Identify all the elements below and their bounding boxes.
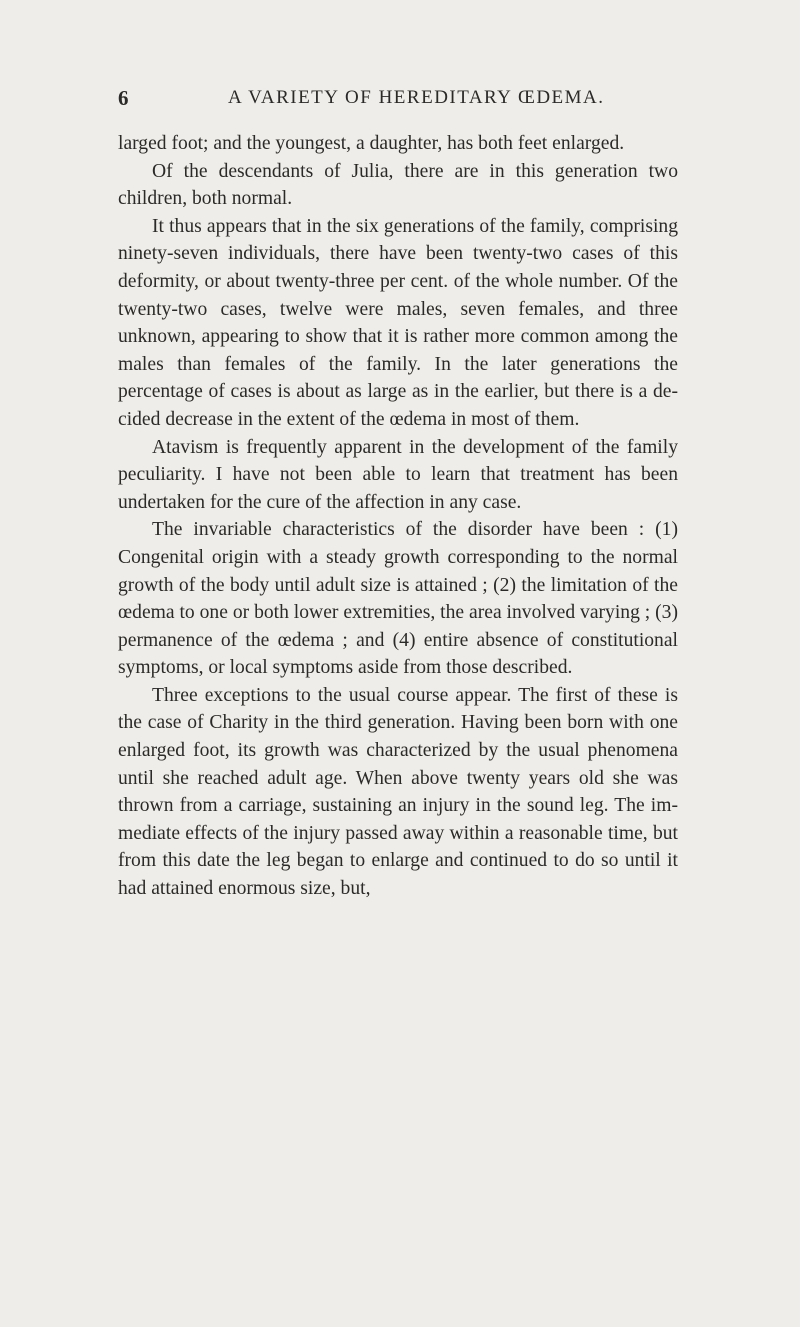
running-head [118, 86, 678, 116]
paragraph-statistics: It thus appears that in the six generations of the family, comprising ninety-seven individuals, there have been twenty-two cases of this deformity, or about twenty-three per cent. of the whole number. Of the twenty-two cases, twelve were males, seven females, and three unknown, appearing to show that it is rather more common among the males than females of the family. In the later generations the percentage of cases is about as large as in the earlier, but there is a decided decrease in the extent of the œdema in most of them. [118, 215, 678, 430]
paragraph-julia-descendants: Of the descendants of Julia, there are in this generation two children, both normal. [118, 160, 678, 210]
paragraph-exceptions: Three exceptions to the usual course appear. The first of these is the case of Charity in the third generation. Having been born with one enlarged foot, its growth was characterized by the usual phenomena until she reached adult age. When above twenty years old she was thrown from a carriage, sustaining an injury in the sound leg. The immediate effects of the injury passed away within a reasonable time, but from this date the leg began to enlarge and continued to do so until it had attained enormous size, but, [118, 684, 678, 900]
paragraph-continuation: larged foot; and the youngest, a daughter, has both feet enlarged. [118, 133, 625, 154]
paragraph-characteristics: The invariable characteristics of the disorder have been : (1) Congenital origin with a steady growth corresponding to the normal growth of the body until adult size is attained ; (2) the limitation of the œdema to one or both lower extremities, the area involved varying ; (3) permanence of the œdema ; and (4) entire absence of constitutional symptoms, or local symptoms aside from those described. [118, 519, 678, 679]
paragraph-atavism: Atavism is frequently apparent in the development of the family peculiarity. I have not been able to learn that treatment has been undertaken for the cure of the affection in any case. [118, 436, 678, 513]
body-text [118, 130, 678, 903]
running-title: A VARIETY OF HEREDITARY ŒDEMA. [228, 87, 605, 108]
page-number: 6 [118, 86, 129, 110]
